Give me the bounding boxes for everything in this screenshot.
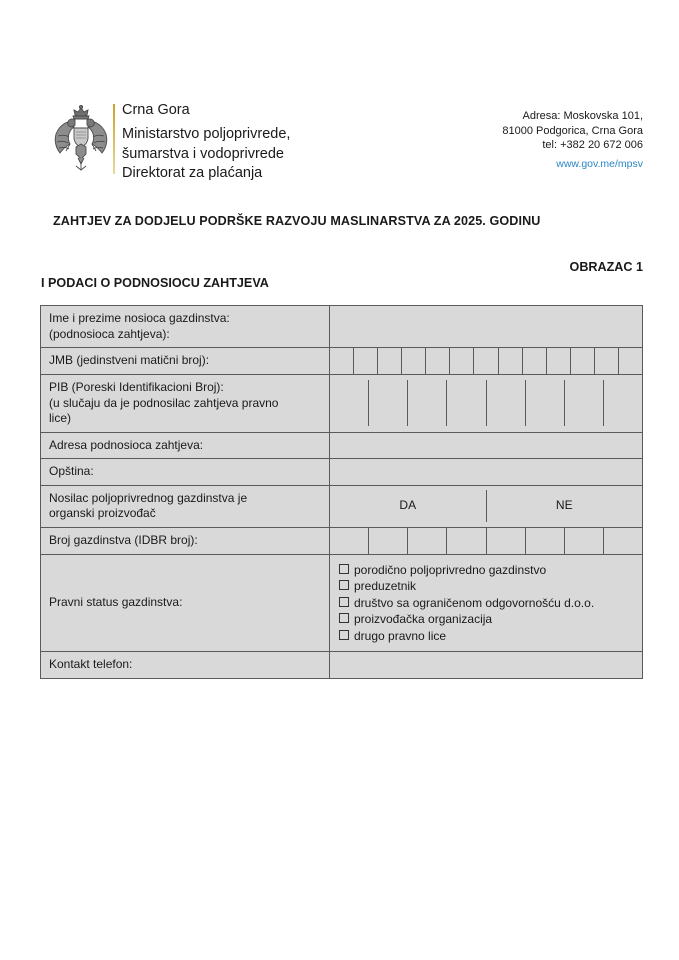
idbr-box[interactable] [487,528,526,554]
field-idbr-value[interactable] [330,527,643,554]
idbr-box-grid[interactable] [330,528,642,554]
row-label-organic-producer [41,485,330,527]
pib-box[interactable] [604,380,642,426]
label-line: Nosilac poljoprivrednog gazdinstva je [49,490,248,505]
idbr-box[interactable] [330,528,369,554]
jmb-box[interactable] [619,348,642,374]
address-phone: tel: +382 20 672 006 [542,139,643,151]
field-organic-producer-value [330,485,643,527]
field-jmb-value[interactable] [330,348,643,375]
country-name: Crna Gora [122,102,190,118]
idbr-box[interactable] [369,528,408,554]
checkbox-icon[interactable] [339,580,349,590]
legal-status-option[interactable] [339,628,642,645]
label-line: Opština: [49,464,94,478]
jmb-box[interactable] [474,348,498,374]
table-row [41,652,643,679]
pib-box[interactable] [330,380,369,426]
pib-box[interactable] [565,380,604,426]
row-label-municipality [41,459,330,486]
label-line: Broj gazdinstva (IDBR broj): [49,532,198,547]
directorate-line: Direktorat za plaćanja [122,165,263,181]
table-row [41,432,643,459]
field-name-value[interactable] [330,306,643,348]
pib-box-grid[interactable] [330,380,642,426]
jmb-box[interactable] [547,348,571,374]
table-row [41,554,643,652]
address-block [502,109,643,171]
address-street: Adresa: Moskovska 101, [522,110,643,122]
row-label-jmb [41,348,330,375]
row-label-name [41,306,330,348]
jmb-box-grid[interactable] [330,348,642,374]
row-label-phone [41,652,330,679]
organization-block [122,100,422,184]
row-label-address [41,432,330,459]
montenegro-coat-of-arms-icon [52,104,110,174]
form-number-label: OBRAZAC 1 [569,260,643,274]
checkbox-icon[interactable] [339,597,349,607]
option-label: drugo pravno lice [354,628,447,643]
table-row [41,306,643,348]
page-header [0,100,679,190]
label-line: PIB (Poreski Identifikacioni Broj): [49,380,224,394]
jmb-box[interactable] [571,348,595,374]
option-label: porodično poljoprivredno gazdinstvo [354,562,547,577]
section-heading: I PODACI O PODNOSIOCU ZAHTJEVA [41,276,269,290]
jmb-box[interactable] [402,348,426,374]
jmb-box[interactable] [595,348,619,374]
option-label: društvo sa ograničenom odgovornošću d.o.o. [354,595,595,610]
row-label-pib [41,375,330,433]
option-label: proizvođačka organizacija [354,612,493,626]
jmb-box[interactable] [354,348,378,374]
pib-box[interactable] [369,380,408,426]
applicant-data-table [40,305,643,679]
page-title: ZAHTJEV ZA DODJELU PODRŠKE RAZVOJU MASLINARSTVA ZA 2025. GODINU [53,214,541,228]
legal-status-option[interactable] [339,611,642,628]
label-line: Adresa podnosioca zahtjeva: [49,437,204,452]
option-no[interactable]: NE [555,498,573,513]
table-row [41,348,643,375]
label-line: Pravni status gazdinstva: [49,595,183,609]
row-label-legal-status [41,554,330,652]
field-pib-value[interactable] [330,375,643,433]
field-phone-value[interactable] [330,652,643,679]
label-line: JMB (jedinstveni matični broj): [49,353,210,368]
table-row [41,527,643,554]
table-row [41,485,643,527]
label-line: organski proizvođač [49,506,156,520]
website-link[interactable]: www.gov.me/mpsv [556,157,643,170]
table-row [41,459,643,486]
jmb-box[interactable] [426,348,450,374]
ministry-line-1: Ministarstvo poljoprivrede, [122,126,291,142]
jmb-box[interactable] [523,348,547,374]
pib-box[interactable] [447,380,486,426]
pib-box[interactable] [408,380,447,426]
idbr-box[interactable] [565,528,604,554]
legal-status-option[interactable] [339,595,642,612]
table-row [41,375,643,433]
row-label-idbr [41,527,330,554]
pib-box[interactable] [487,380,526,426]
idbr-box[interactable] [408,528,447,554]
legal-status-options [330,555,642,652]
jmb-box[interactable] [330,348,354,374]
label-line: (u slučaju da je podnosilac zahtjeva pravno [49,395,279,410]
pib-box[interactable] [526,380,565,426]
jmb-box[interactable] [450,348,474,374]
option-yes[interactable]: DA [330,490,487,522]
label-line: Ime i prezime nosioca gazdinstva: [49,311,230,325]
checkbox-icon[interactable] [339,630,349,640]
ministry-line-2: šumarstva i vodoprivrede [122,145,284,162]
jmb-box[interactable] [378,348,402,374]
yes-no-selector [330,490,642,522]
label-line: lice) [49,411,72,425]
field-municipality-value[interactable] [330,459,643,486]
label-line: (podnosioca zahtjeva): [49,326,170,341]
idbr-box[interactable] [604,528,642,554]
idbr-box[interactable] [447,528,486,554]
idbr-box[interactable] [526,528,565,554]
checkbox-icon[interactable] [339,564,349,574]
legal-status-option[interactable] [339,578,642,595]
option-label: preduzetnik [354,579,417,593]
legal-status-option[interactable] [339,562,642,579]
field-address-value[interactable] [330,432,643,459]
header-divider-rule [113,104,115,174]
label-line: Kontakt telefon: [49,657,133,671]
address-city: 81000 Podgorica, Crna Gora [502,124,643,137]
checkbox-icon[interactable] [339,613,349,623]
field-legal-status-value [330,554,643,652]
jmb-box[interactable] [499,348,523,374]
